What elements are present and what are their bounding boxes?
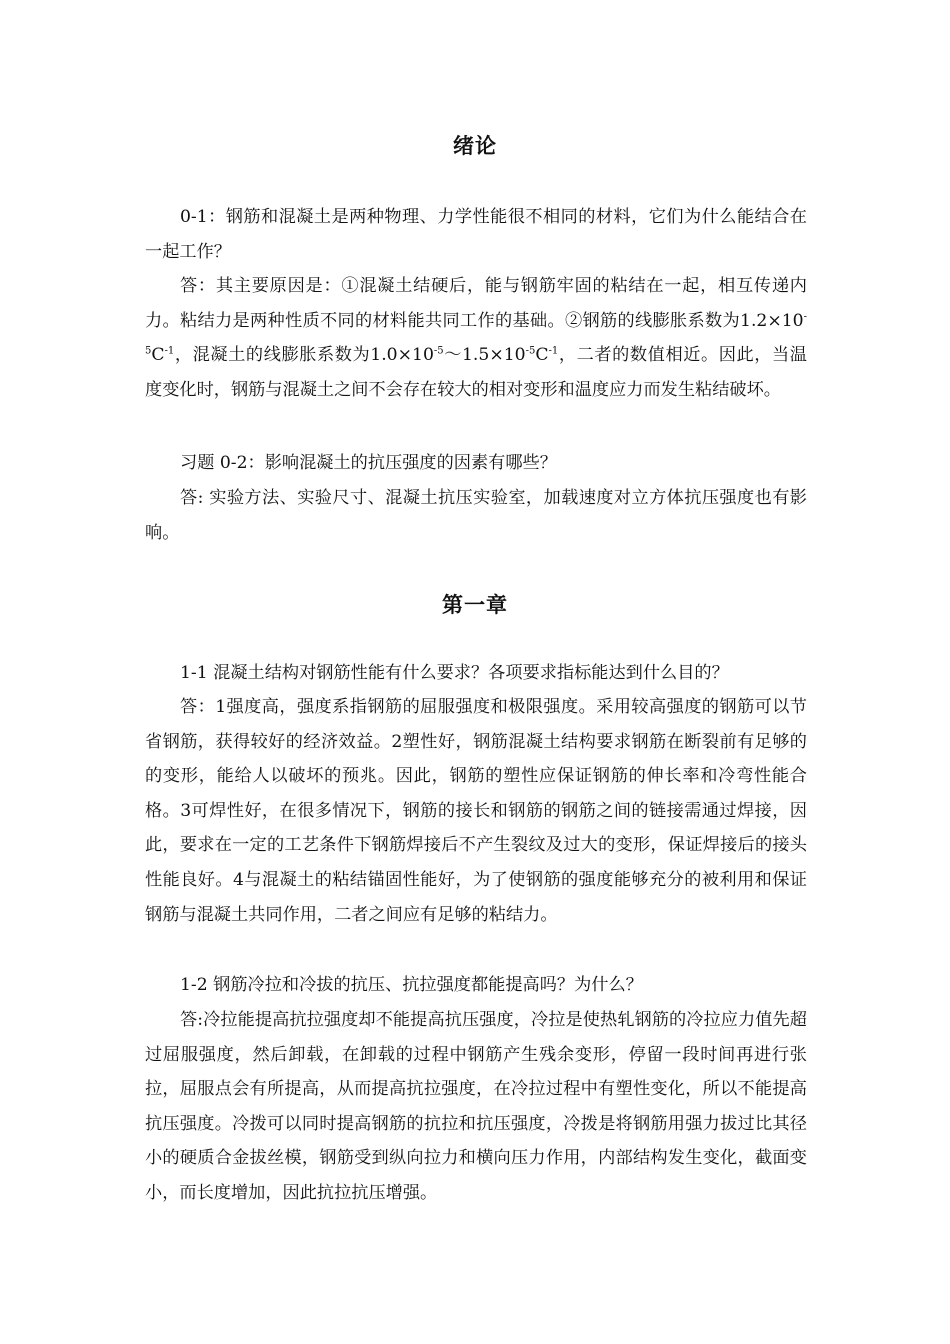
exponent: -1 — [548, 345, 559, 357]
intro-title: 绪论 — [453, 134, 497, 158]
intro-answer-0-1 — [145, 269, 807, 407]
chapter1-answer-1-1: 答：1强度高，强度系指钢筋的屈服强度和极限强度。采用较高强度的钢筋可以节省钢筋，获得较好的经济效益。2塑性好，钢筋混凝土结构要求钢筋在断裂前有足够的的变形，能给人以破坏的预兆。因此，钢筋的塑性应保证钢筋的伸长率和冷弯性能合格。3可焊性好，在很多情况下，钢筋的接长和钢筋的钢筋之间的链接需通过焊接，因此，要求在一定的工艺条件下钢筋焊接后不产生裂纹及过大的变形，保证焊接后的接头性能良好。4与混凝土的粘结锚固性能好，为了使钢筋的强度能够充分的被利用和保证钢筋与混凝土共同作用，二者之间应有足够的粘结力。 — [145, 697, 807, 925]
answer-text: 答：其主要原因是：①混凝土结硬后，能与钢筋牢固的粘结在一起，相互传递内力。粘结力是两种性质不同的材料能共同工作的基础。②钢筋的线膨胀系数为1.2×10 — [145, 276, 807, 331]
answer-text: C — [535, 345, 549, 366]
chapter1-answer-1-2: 答:冷拉能提高抗拉强度却不能提高抗压强度，冷拉是使热轧钢筋的冷拉应力值先超过屈服强度，然后卸载，在卸载的过程中钢筋产生残余变形，停留一段时间再进行张拉，屈服点会有所提高，从而提高抗拉强度，在冷拉过程中有塑性变化，所以不能提高抗压强度。冷拨可以同时提高钢筋的抗拉和抗压强度，冷拨是将钢筋用强力拔过比其径小的硬质合金拔丝模，钢筋受到纵向拉力和横向压力作用，内部结构发生变化，截面变小，而长度增加，因此抗拉抗压增强。 — [145, 1010, 807, 1203]
answer-text: ～1.5×10 — [443, 345, 526, 366]
answer-text: ，混凝土的线膨胀系数为1.0×10 — [174, 345, 434, 366]
intro-answer-0-2: 答: 实验方法、实验尺寸、混凝土抗压实验室，加载速度对立方体抗压强度也有影响。 — [145, 488, 807, 543]
exponent: -1 — [164, 345, 175, 357]
chapter1-question-1-2: 1-2 钢筋冷拉和冷拔的抗压、抗拉强度都能提高吗？为什么？ — [180, 975, 643, 995]
exponent: -5 — [525, 345, 536, 357]
chapter1-question-1-1: 1-1 混凝土结构对钢筋性能有什么要求？各项要求指标能达到什么目的？ — [180, 663, 729, 683]
chapter1-title: 第一章 — [442, 593, 508, 617]
intro-question-0-2: 习题 0-2：影响混凝土的抗压强度的因素有哪些？ — [180, 453, 557, 473]
answer-text: ，二者的数值相近。因此，当温度变化时，钢筋与混凝土之间不会存在较大的相对变形和温度应力而发生粘结破坏。 — [145, 345, 807, 400]
answer-text: C — [151, 345, 165, 366]
intro-question-0-1: 0-1：钢筋和混凝土是两种物理、力学性能很不相同的材料，它们为什么能结合在一起工作？ — [145, 207, 807, 262]
exponent: -5 — [433, 345, 444, 357]
exponent: -5 — [145, 310, 807, 357]
